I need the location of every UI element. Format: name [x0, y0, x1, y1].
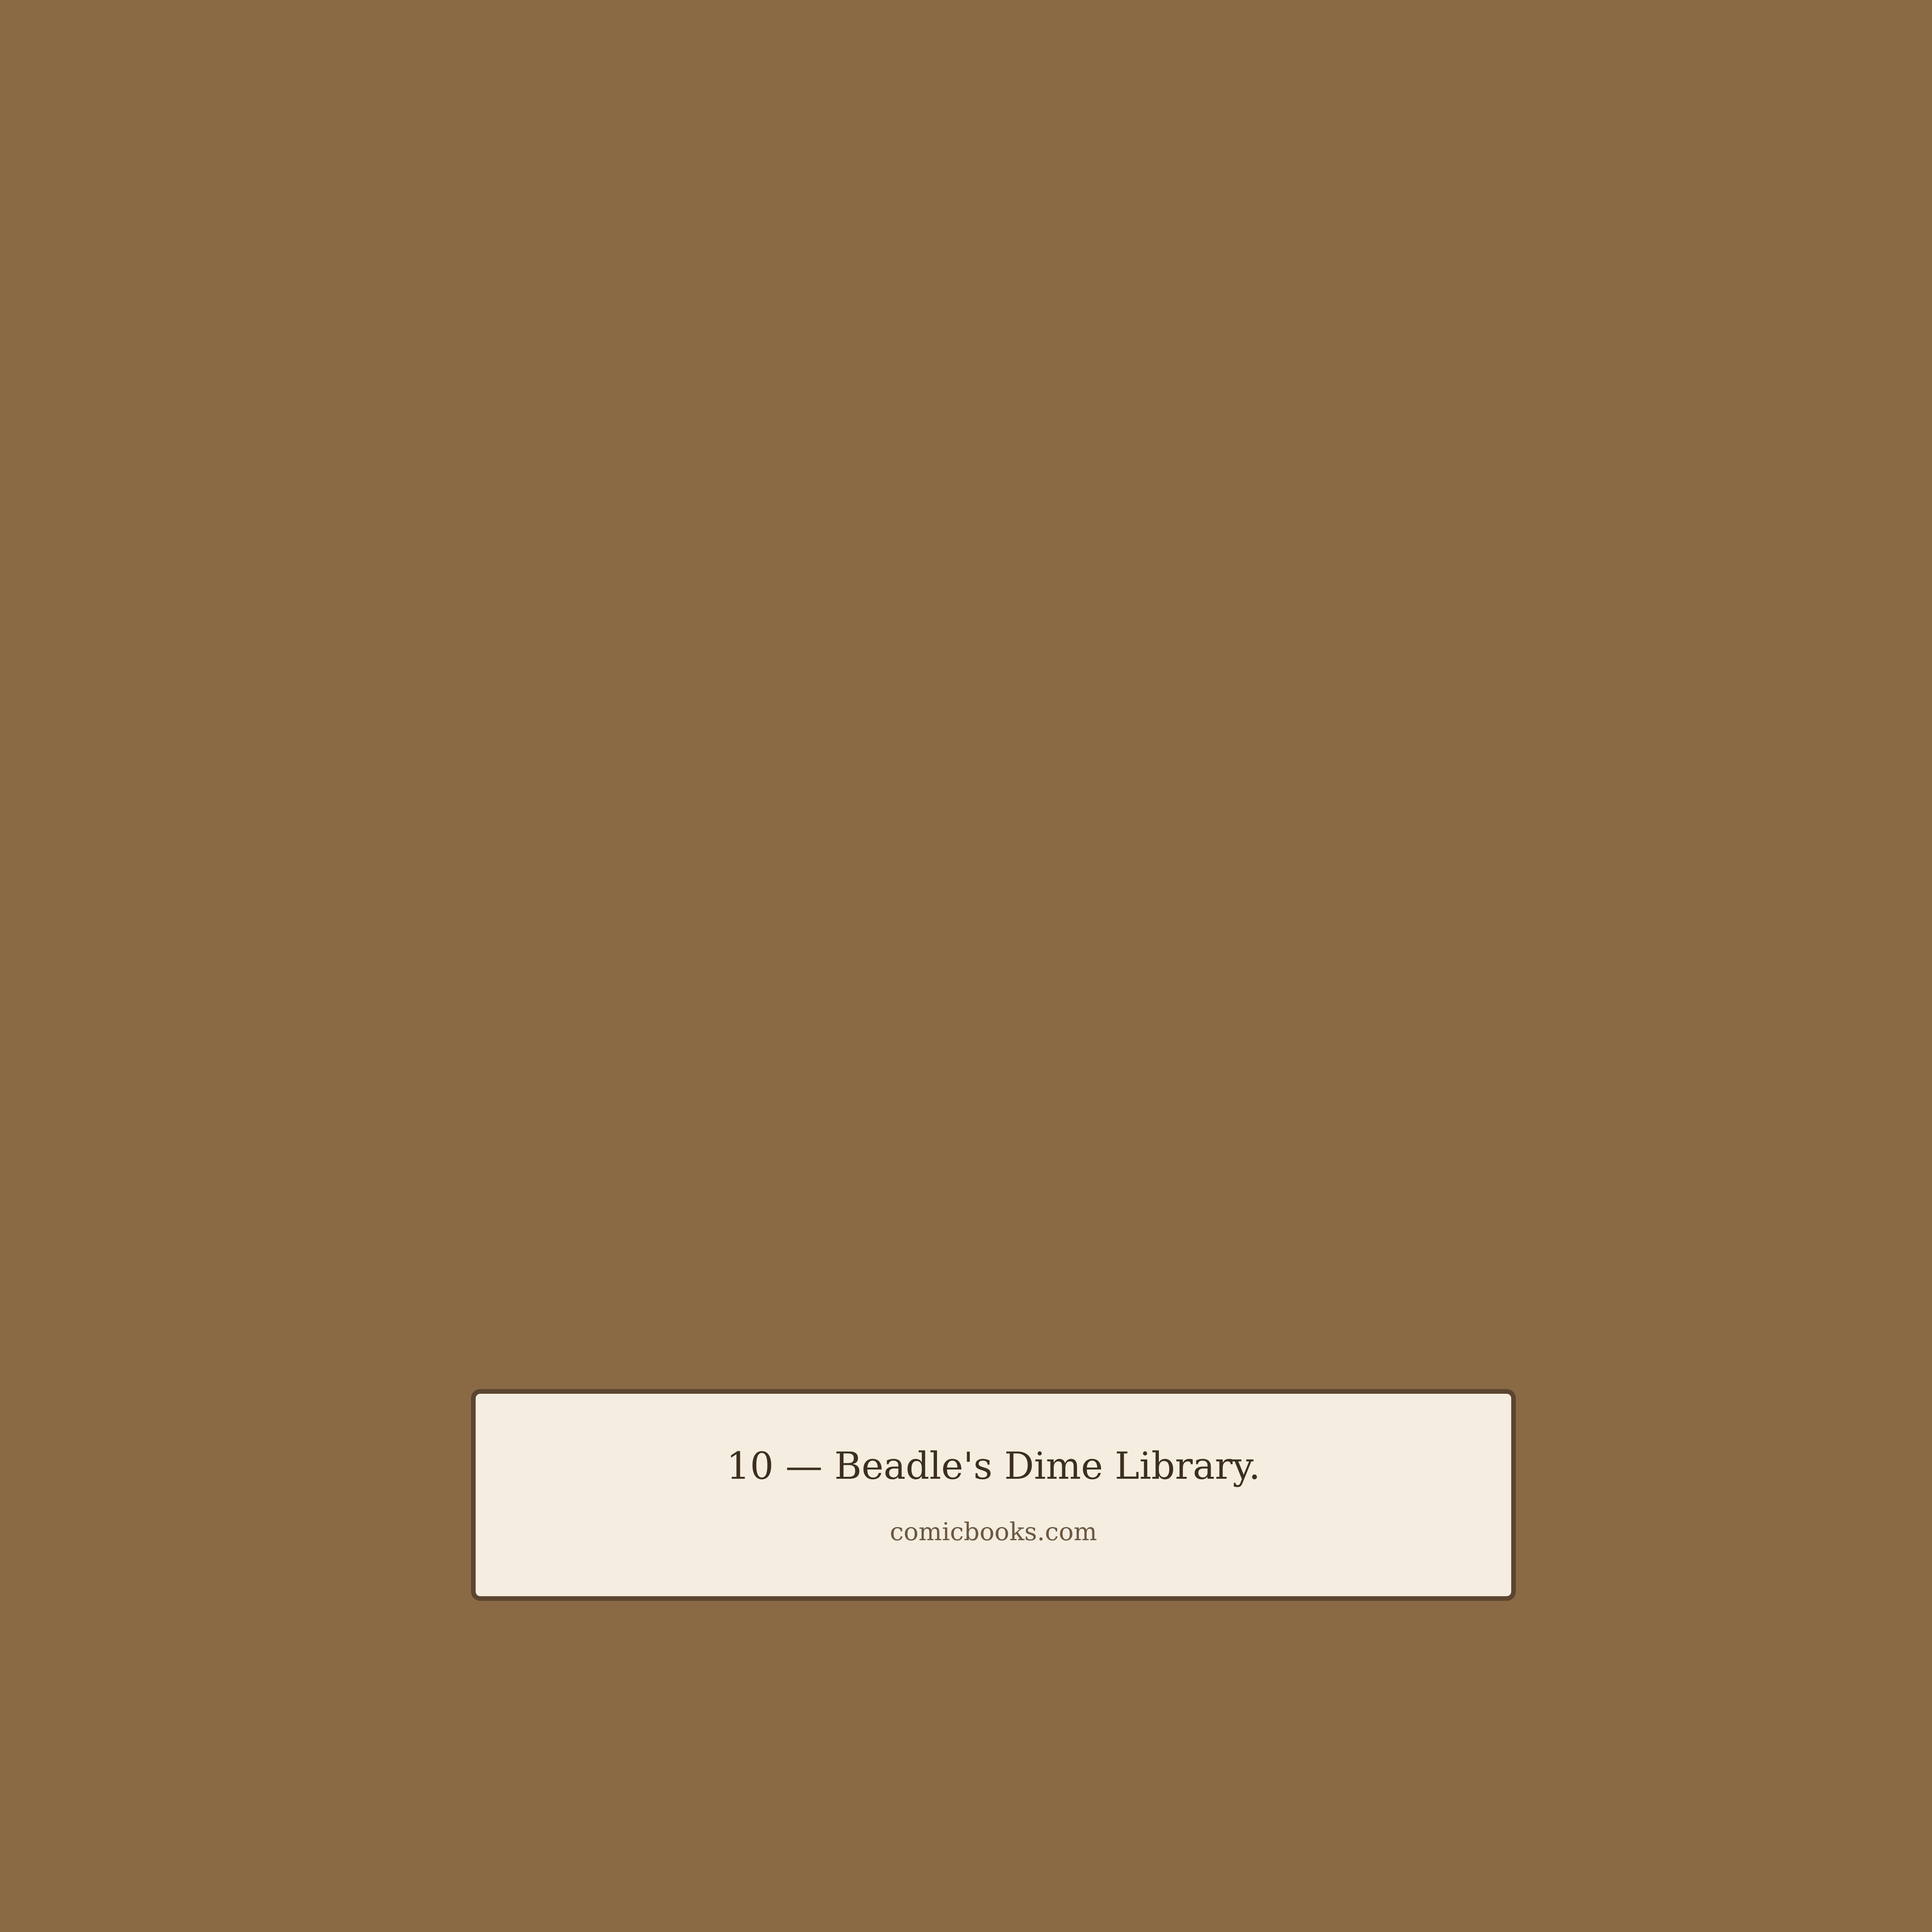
page-number: 10 — [726, 1444, 774, 1488]
watermark: comicbooks.com — [889, 1518, 1097, 1547]
page-title: Beadle's Dime Library. — [834, 1444, 1260, 1488]
placeholder-card: 10 — Beadle's Dime Library. comicbooks.com — [471, 1389, 1516, 1601]
